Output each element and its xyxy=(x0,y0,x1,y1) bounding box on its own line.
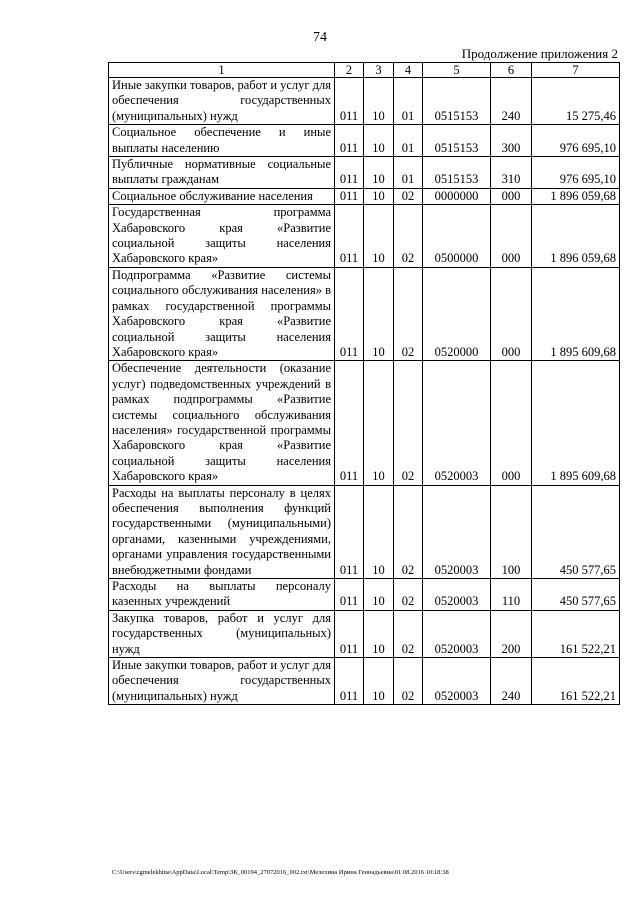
header-cell: 7 xyxy=(532,63,620,78)
row-amount: 976 695,10 xyxy=(532,125,620,157)
header-cell: 3 xyxy=(364,63,394,78)
row-code-3: 10 xyxy=(364,188,394,204)
row-code-3: 10 xyxy=(364,485,394,578)
row-code-2: 011 xyxy=(335,361,364,485)
row-code-4: 01 xyxy=(394,157,423,189)
row-code-6: 240 xyxy=(491,78,532,125)
row-code-4: 02 xyxy=(394,188,423,204)
row-name: Государственная программа Хабаровского края «Развитие социальной защиты населения Хабаровского края» xyxy=(109,205,335,268)
footer-file-path: C:\Users\zgmelekhina\AppData\Local\Temp\ЗК_00194_27072016_002.txt\Мелехина Ирина Геннадьевна\01.08.2016 10:18:38 xyxy=(112,869,449,876)
row-code-6: 300 xyxy=(491,125,532,157)
table-row xyxy=(109,78,620,125)
row-code-6: 000 xyxy=(491,267,532,360)
row-name: Подпрограмма «Развитие системы социального обслуживания населения» в рамках государственной программы Хабаровского края «Развитие социальной защиты населения Хабаровского края» xyxy=(109,267,335,360)
row-name: Расходы на выплаты персоналу в целях обеспечения выполнения функций государственными (муниципальными) органами, казенными учреждениями, органами управления государственными внебюджетными фондами xyxy=(109,485,335,578)
header-cell: 1 xyxy=(109,63,335,78)
row-name: Обеспечение деятельности (оказание услуг) подведомственных учреждений в рамках подпрограммы «Развитие системы социального обслуживания населения» государственной программы Хабаровского края «Развитие социальной защиты населения Хабаровского края» xyxy=(109,361,335,485)
row-code-4: 01 xyxy=(394,78,423,125)
row-code-5: 0520003 xyxy=(423,579,491,611)
row-amount: 1 895 609,68 xyxy=(532,361,620,485)
row-code-2: 011 xyxy=(335,579,364,611)
row-code-6: 110 xyxy=(491,579,532,611)
row-code-3: 10 xyxy=(364,361,394,485)
budget-table xyxy=(108,62,620,705)
header-cell: 5 xyxy=(423,63,491,78)
row-code-3: 10 xyxy=(364,658,394,705)
row-code-3: 10 xyxy=(364,610,394,657)
row-code-5: 0500000 xyxy=(423,205,491,268)
row-code-6: 000 xyxy=(491,188,532,204)
table-row xyxy=(109,658,620,705)
table-row xyxy=(109,157,620,189)
row-name: Закупка товаров, работ и услуг для государственных (муниципальных) нужд xyxy=(109,610,335,657)
row-code-4: 02 xyxy=(394,610,423,657)
header-cell: 4 xyxy=(394,63,423,78)
row-amount: 976 695,10 xyxy=(532,157,620,189)
row-code-5: 0515153 xyxy=(423,157,491,189)
row-amount: 450 577,65 xyxy=(532,485,620,578)
header-cell: 6 xyxy=(491,63,532,78)
row-code-3: 10 xyxy=(364,78,394,125)
row-name: Социальное обслуживание населения xyxy=(109,188,335,204)
row-name: Социальное обеспечение и иные выплаты населению xyxy=(109,125,335,157)
row-name: Иные закупки товаров, работ и услуг для обеспечения государственных (муниципальных) нужд xyxy=(109,658,335,705)
header-cell: 2 xyxy=(335,63,364,78)
row-code-6: 200 xyxy=(491,610,532,657)
row-code-4: 02 xyxy=(394,267,423,360)
header-row xyxy=(109,63,620,78)
row-name: Публичные нормативные социальные выплаты гражданам xyxy=(109,157,335,189)
row-amount: 1 896 059,68 xyxy=(532,205,620,268)
row-code-3: 10 xyxy=(364,267,394,360)
row-code-2: 011 xyxy=(335,78,364,125)
row-code-5: 0515153 xyxy=(423,78,491,125)
row-amount: 1 896 059,68 xyxy=(532,188,620,204)
row-code-5: 0515153 xyxy=(423,125,491,157)
row-code-2: 011 xyxy=(335,125,364,157)
row-code-4: 02 xyxy=(394,205,423,268)
row-code-6: 000 xyxy=(491,205,532,268)
row-amount: 15 275,46 xyxy=(532,78,620,125)
page-number: 74 xyxy=(313,30,327,45)
row-code-2: 011 xyxy=(335,485,364,578)
row-code-5: 0000000 xyxy=(423,188,491,204)
row-code-2: 011 xyxy=(335,205,364,268)
row-code-4: 02 xyxy=(394,579,423,611)
table-row xyxy=(109,610,620,657)
row-code-4: 01 xyxy=(394,125,423,157)
row-code-5: 0520000 xyxy=(423,267,491,360)
table-row xyxy=(109,125,620,157)
row-code-6: 310 xyxy=(491,157,532,189)
row-code-2: 011 xyxy=(335,610,364,657)
table-row xyxy=(109,205,620,268)
row-code-2: 011 xyxy=(335,157,364,189)
row-amount: 161 522,21 xyxy=(532,658,620,705)
row-code-3: 10 xyxy=(364,579,394,611)
row-code-5: 0520003 xyxy=(423,361,491,485)
row-code-3: 10 xyxy=(364,157,394,189)
table-row xyxy=(109,579,620,611)
row-code-4: 02 xyxy=(394,485,423,578)
row-code-3: 10 xyxy=(364,205,394,268)
table-row xyxy=(109,188,620,204)
row-code-4: 02 xyxy=(394,361,423,485)
row-code-6: 100 xyxy=(491,485,532,578)
row-code-5: 0520003 xyxy=(423,485,491,578)
row-amount: 161 522,21 xyxy=(532,610,620,657)
table-row xyxy=(109,267,620,360)
row-code-4: 02 xyxy=(394,658,423,705)
row-code-6: 240 xyxy=(491,658,532,705)
row-code-6: 000 xyxy=(491,361,532,485)
row-code-2: 011 xyxy=(335,658,364,705)
row-code-2: 011 xyxy=(335,188,364,204)
row-name: Расходы на выплаты персоналу казенных учреждений xyxy=(109,579,335,611)
continuation-label: Продолжение приложения 2 xyxy=(461,46,618,61)
table-row xyxy=(109,361,620,485)
row-code-5: 0520003 xyxy=(423,658,491,705)
row-amount: 450 577,65 xyxy=(532,579,620,611)
row-code-2: 011 xyxy=(335,267,364,360)
row-name: Иные закупки товаров, работ и услуг для обеспечения государственных (муниципальных) нужд xyxy=(109,78,335,125)
row-code-5: 0520003 xyxy=(423,610,491,657)
table-row xyxy=(109,485,620,578)
row-code-3: 10 xyxy=(364,125,394,157)
row-amount: 1 895 609,68 xyxy=(532,267,620,360)
